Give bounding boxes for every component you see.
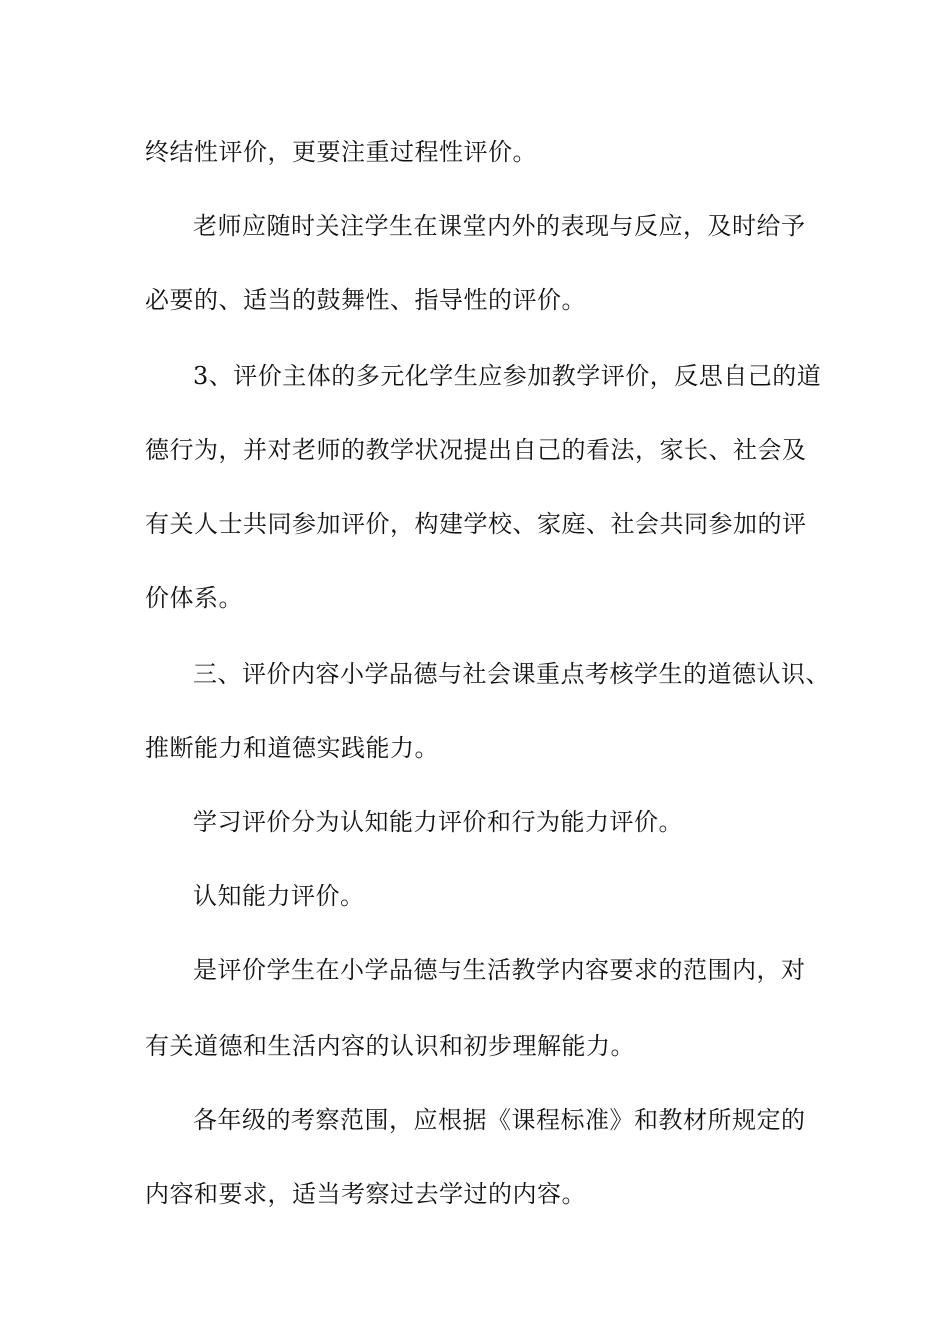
paragraph-first-line: 三、评价内容小学品德与社会课重点考核学生的道德认识、 [193, 660, 830, 688]
text-line: 内容和要求，适当考察过去学过的内容。 [145, 1180, 586, 1208]
paragraph-first-line: 认知能力评价。 [193, 882, 365, 910]
text-line: 有关人士共同参加评价，构建学校、家庭、社会共同参加的评 [145, 510, 807, 538]
text-line: 有关道德和生活内容的认识和初步理解能力。 [145, 1032, 635, 1060]
text-line: 终结性评价，更要注重过程性评价。 [145, 138, 537, 166]
paragraph-first-line: 老师应随时关注学生在课堂内外的表现与反应，及时给予 [193, 212, 806, 240]
paragraph-first-line: 各年级的考察范围，应根据《课程标准》和教材所规定的 [193, 1106, 806, 1134]
text-line: 价体系。 [145, 584, 243, 612]
text-line: 必要的、适当的鼓舞性、指导性的评价。 [145, 286, 586, 314]
paragraph-first-line: 3、评价主体的多元化学生应参加教学评价，反思自己的道 [193, 362, 822, 390]
paragraph-first-line: 是评价学生在小学品德与生活教学内容要求的范围内，对 [193, 956, 806, 984]
paragraph-first-line: 学习评价分为认知能力评价和行为能力评价。 [193, 808, 683, 836]
text-line: 德行为，并对老师的教学状况提出自己的看法，家长、社会及 [145, 436, 807, 464]
text-line: 推断能力和道德实践能力。 [145, 734, 439, 762]
